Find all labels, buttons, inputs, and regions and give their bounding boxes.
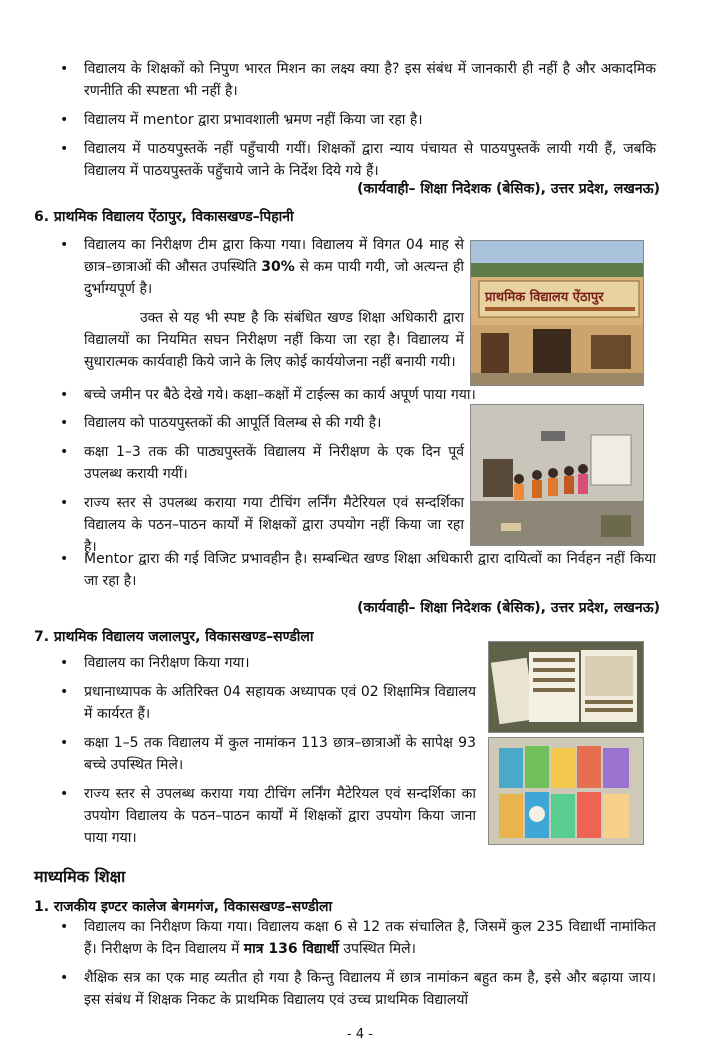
action-note: (कार्यवाही– शिक्षा निदेशक (बेसिक), उत्तर प्रदेश, लखनऊ) — [357, 600, 660, 616]
highlight-text: 30% — [261, 259, 295, 275]
list-item: • विद्यालय के शिक्षकों को निपुण भारत मिशन का लक्ष्य क्या है? इस संबंध में जानकारी ही नहीं है और अकादमिक रणनीति की स्पष्टता भी नहीं है। — [58, 58, 656, 102]
list-item: • Mentor द्वारा की गई विजिट प्रभावहीन है। सम्बन्धित खण्ड शिक्षा अधिकारी द्वारा दायित्वों का निर्वहन नहीं किया जा रहा है। — [58, 548, 656, 592]
list-item — [58, 916, 656, 960]
section7-bullet-list — [58, 652, 476, 849]
books-illustration — [489, 642, 644, 733]
list-item: • विद्यालय में पाठयपुस्तकें नहीं पहुँचायी गयीं। शिक्षकों द्वारा न्याय पंचायत से पाठयपुस्तकें लायी गयी हैं, जबकि विद्यालय में पाठयपुस्तकें पहुँचाये जाने के निर्देश दिये गये हैं। — [58, 138, 656, 182]
secondary-bullet-list — [58, 916, 656, 1011]
page-section-title: माध्यमिक शिक्षा — [34, 867, 126, 886]
highlight-text: मात्र 136 विद्यार्थी — [243, 941, 339, 957]
text-run: से कम पायी गयी, जो अत्यन्त ही दुर्भाग्यपूर्ण है। — [84, 259, 464, 297]
books-photo — [488, 641, 644, 733]
classroom-illustration — [471, 405, 644, 546]
list-item — [58, 234, 464, 300]
paragraph: उक्त से यह भी स्पष्ट है कि संबंधित खण्ड शिक्षा अधिकारी द्वारा विद्यालयों का नियमित सघन निरीक्षण नहीं किया जा रहा है। विद्यालय में सुधारात्मक कार्यवाही किये जाने के लिए कोई कार्ययोजना नहीं बनायी गयी। — [84, 310, 464, 370]
section7-text — [58, 652, 476, 856]
section6-bullet-list-3 — [58, 412, 464, 558]
section6-text-bottom — [58, 548, 656, 599]
section6-text-top — [58, 234, 464, 380]
text-run: विद्यालय का निरीक्षण टीम द्वारा किया गया। विद्यालय में विगत 04 माह से छात्र–छात्राओं की औसत उपस्थिति — [84, 237, 464, 275]
secondary-text — [58, 916, 656, 1018]
section-heading: 6. प्राथमिक विद्यालय ऐंठापुर, विकासखण्ड–पिहानी — [34, 209, 294, 225]
school-building-photo — [470, 240, 644, 386]
text-run: उपस्थित मिले। — [338, 941, 416, 957]
section-heading: 1. राजकीय इण्टर कालेज बेगमगंज, विकासखण्ड–सण्डीला — [34, 899, 333, 915]
list-item: • राज्य स्तर से उपलब्ध कराया गया टीचिंग लर्निंग मैटेरियल एवं सन्दर्शिका विद्यालय के पठन–पाठन कार्यों में शिक्षकों द्वारा उपयोग नहीं किया जा रहा है। — [58, 492, 464, 558]
list-item: • राज्य स्तर से उपलब्ध कराया गया टीचिंग लर्निंग मैटेरियल एवं सन्दर्शिका का उपयोग विद्यालय के पठन–पाठन कार्यों में शिक्षकों द्वारा उपयोग किया जाना पाया गया। — [58, 783, 476, 849]
top-bullet-list — [58, 58, 656, 182]
action-note: (कार्यवाही– शिक्षा निदेशक (बेसिक), उत्तर प्रदेश, लखनऊ) — [357, 181, 660, 197]
classroom-photo — [470, 404, 644, 546]
list-item: • बच्चे जमीन पर बैठे देखे गये। कक्षा–कक्षों में टाईल्स का कार्य अपूर्ण पाया गया। — [58, 384, 656, 406]
section6-bullet-list-4 — [58, 548, 656, 592]
list-item: • कक्षा 1–5 तक विद्यालय में कुल नामांकन 113 छात्र–छात्राओं के सापेक्ष 93 बच्चे उपस्थित मिले। — [58, 732, 476, 776]
section6-text-lower — [58, 412, 464, 565]
section-heading: 7. प्राथमिक विद्यालय जलालपुर, विकासखण्ड–सण्डीला — [34, 629, 314, 645]
school-sign-text: प्राथमिक विद्यालय ऐंठापुर — [485, 290, 604, 305]
teaching-material-photo — [488, 737, 644, 845]
top-bullet-list-container — [58, 58, 656, 189]
section6-bullet-list — [58, 234, 464, 300]
list-item: • कक्षा 1–3 तक की पाठ्यपुस्तकें विद्यालय में निरीक्षण के एक दिन पूर्व उपलब्ध करायी गयीं। — [58, 441, 464, 485]
school-building-illustration — [471, 241, 644, 386]
list-item: • शैक्षिक सत्र का एक माह व्यतीत हो गया है किन्तु विद्यालय में छात्र नामांकन बहुत कम है, इसे और बढ़ाया जाय। इस संबंध में शिक्षक निकट के प्राथमिक विद्यालय एवं उच्च प्राथमिक विद्यालयों — [58, 967, 656, 1011]
page-number: - 4 - — [347, 1027, 373, 1042]
list-item: • प्रधानाध्यापक के अतिरिक्त 04 सहायक अध्यापक एवं 02 शिक्षामित्र विद्यालय में कार्यरत हैं। — [58, 681, 476, 725]
teaching-material-illustration — [489, 738, 644, 845]
list-item: • विद्यालय में mentor द्वारा प्रभावशाली भ्रमण नहीं किया जा रहा है। — [58, 109, 656, 131]
list-item: • विद्यालय का निरीक्षण किया गया। — [58, 652, 476, 674]
list-item: • विद्यालय को पाठयपुस्तकों की आपूर्ति विलम्ब से की गयी है। — [58, 412, 464, 434]
section6-bullet-list-2 — [58, 384, 656, 406]
text-run: विद्यालय का निरीक्षण किया गया। विद्यालय कक्षा 6 से 12 तक संचालित है, जिसमें कुल 235 विद्यार्थी नामांकित हैं। निरीक्षण के दिन विद्यालय में — [84, 919, 656, 957]
